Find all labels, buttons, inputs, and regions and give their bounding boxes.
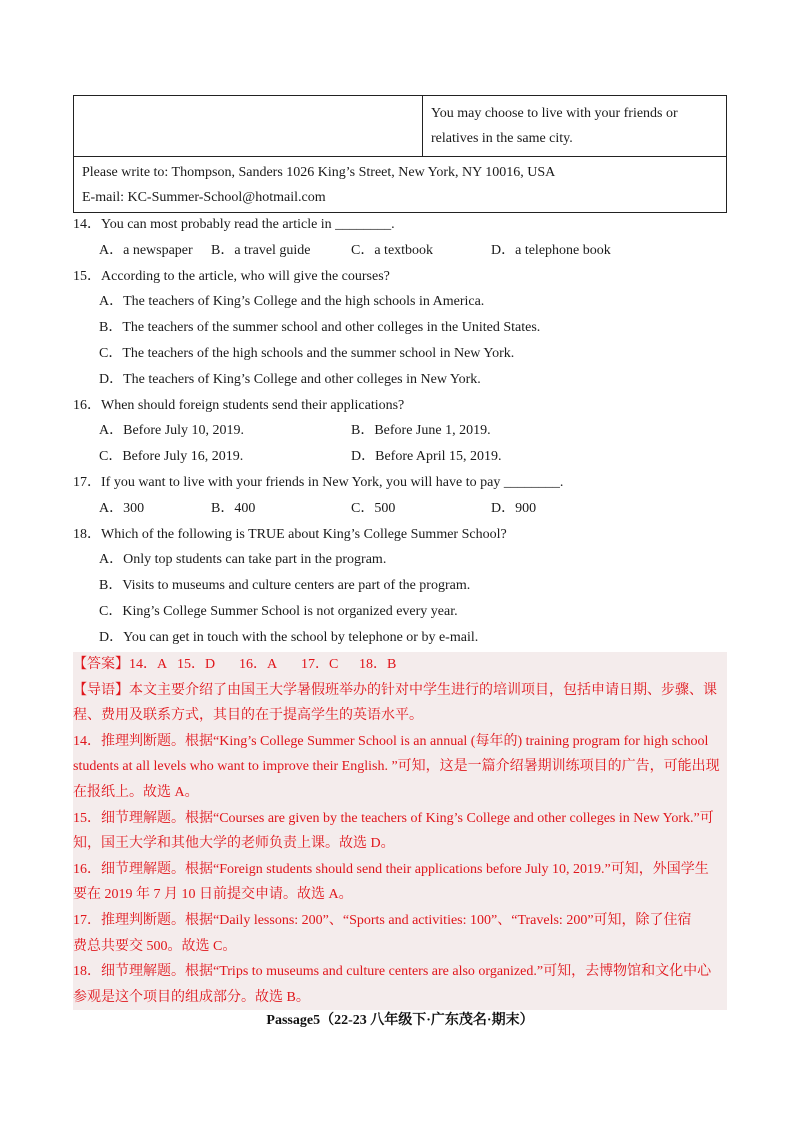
question-number: 16． [73,397,101,413]
info-table [73,95,727,213]
option-b: B．400 [211,500,256,516]
table-row [74,96,726,157]
explanation-line: 要在 2019 年 7 月 10 日前提交申请。故选 A。 [73,887,353,903]
contact-email: E-mail: KC-Summer-School@hotmail.com [82,190,326,205]
passage-heading: Passage5（22-23 八年级下·广东茂名·期末） [266,1013,534,1028]
options-row [73,496,733,522]
explanation-line: 15．细节理解题。根据“Courses are given by the teachers of King’s College and other colleges in New York.”可 [73,810,714,826]
options-row [73,238,733,264]
option-b: B．Visits to museums and culture centers are part of the program. [99,578,471,594]
answer-key: 14．A [129,657,168,672]
explanation-line: 参观是这个项目的组成部分。故选 B。 [73,989,310,1005]
table-text: relatives in the same city. [431,131,573,146]
question-number: 14． [73,217,101,232]
question-text: When should foreign students send their applications? [101,397,405,413]
option-d: D．You can get in touch with the school by telephone or by e-mail. [99,629,479,645]
option-d: D．900 [491,500,537,516]
question-number: 17． [73,474,101,490]
question-number: 18． [73,526,101,542]
option-b: B．a travel guide [211,242,311,258]
answer-key: 18．B [359,657,397,672]
explanation-line: 在报纸上。故选 A。 [73,784,199,800]
explanation-line: 14．推理判断题。根据“King’s College Summer School is an annual (每年的) training program for high school [73,733,709,749]
option-d: D．a telephone book [491,242,611,258]
answer-key: 15．D [177,657,216,672]
question-text: According to the article, who will give the courses? [101,268,390,284]
question-text: You can most probably read the article in ________. [101,217,395,232]
option-d: D．Before April 15, 2019. [351,449,502,465]
question-text: If you want to live with your friends in New York, you will have to pay ________. [101,474,564,490]
table-cell-accommodation [423,96,726,156]
explanation-line: 费总共要交 500。故选 C。 [73,938,237,954]
option-c: C．500 [351,500,396,516]
question-number: 15． [73,268,101,284]
question-15 [73,264,733,290]
answer-key: 17．C [301,657,339,672]
contact-address: Please write to: Thompson, Sanders 1026 King’s Street, New York, NY 10016, USA [82,165,556,180]
table-cell-empty [74,96,423,156]
explanation-line: 【导语】本文主要介绍了由国王大学暑假班举办的针对中学生进行的培训项目，包括申请日期、步骤、课 [73,682,717,698]
explanation-line: 17．推理判断题。根据“Daily lessons: 200”、“Sports and activities: 100”、“Travels: 200”可知，除了住宿 [73,912,692,928]
option-a: A．300 [99,500,145,516]
answer-label: 【答案】 [73,657,129,672]
question-17 [73,470,733,496]
explanation-line: 程、费用及联系方式，其目的在于提高学生的英语水平。 [73,708,423,724]
answer-block [73,652,727,1010]
explanation-line: 知，国王大学和其他大学的老师负责上课。故选 D。 [73,836,395,852]
option-c: C．The teachers of the high schools and the summer school in New York. [99,345,515,361]
option-a: A．Before July 10, 2019. [99,423,245,439]
table-row-contact [74,157,726,212]
option-c: C．a textbook [351,242,434,258]
options-row [73,418,733,444]
option-b: B．Before June 1, 2019. [351,423,491,439]
option-d: D．The teachers of King’s College and other colleges in New York. [99,371,481,387]
table-text: You may choose to live with your friends or [431,106,678,121]
question-18 [73,522,733,548]
option-b: B．The teachers of the summer school and other colleges in the United States. [99,320,541,336]
answer-keys [73,652,727,678]
options-row [73,444,733,470]
explanation-line: 18．细节理解题。根据“Trips to museums and culture centers are also organized.”可知，去博物馆和文化中心 [73,964,712,980]
option-a: A．The teachers of King’s College and the high schools in America. [99,294,485,310]
explanation-line: students at all levels who want to improve their English. ”可知，这是一篇介绍暑期训练项目的广告，可能出现 [73,759,720,775]
answer-key: 16．A [239,657,278,672]
option-c: C．Before July 16, 2019. [99,449,244,465]
question-16 [73,393,733,419]
explanation-line: 16．细节理解题。根据“Foreign students should send their applications before July 10, 2019.”可知，外国学生 [73,861,709,877]
option-c: C．King’s College Summer School is not organized every year. [99,603,458,619]
option-a: A．Only top students can take part in the program. [99,552,387,568]
question-text: Which of the following is TRUE about King’s College Summer School? [101,526,507,542]
option-a: A．a newspaper [99,242,193,258]
question-list [73,212,733,651]
question-14 [73,212,733,238]
